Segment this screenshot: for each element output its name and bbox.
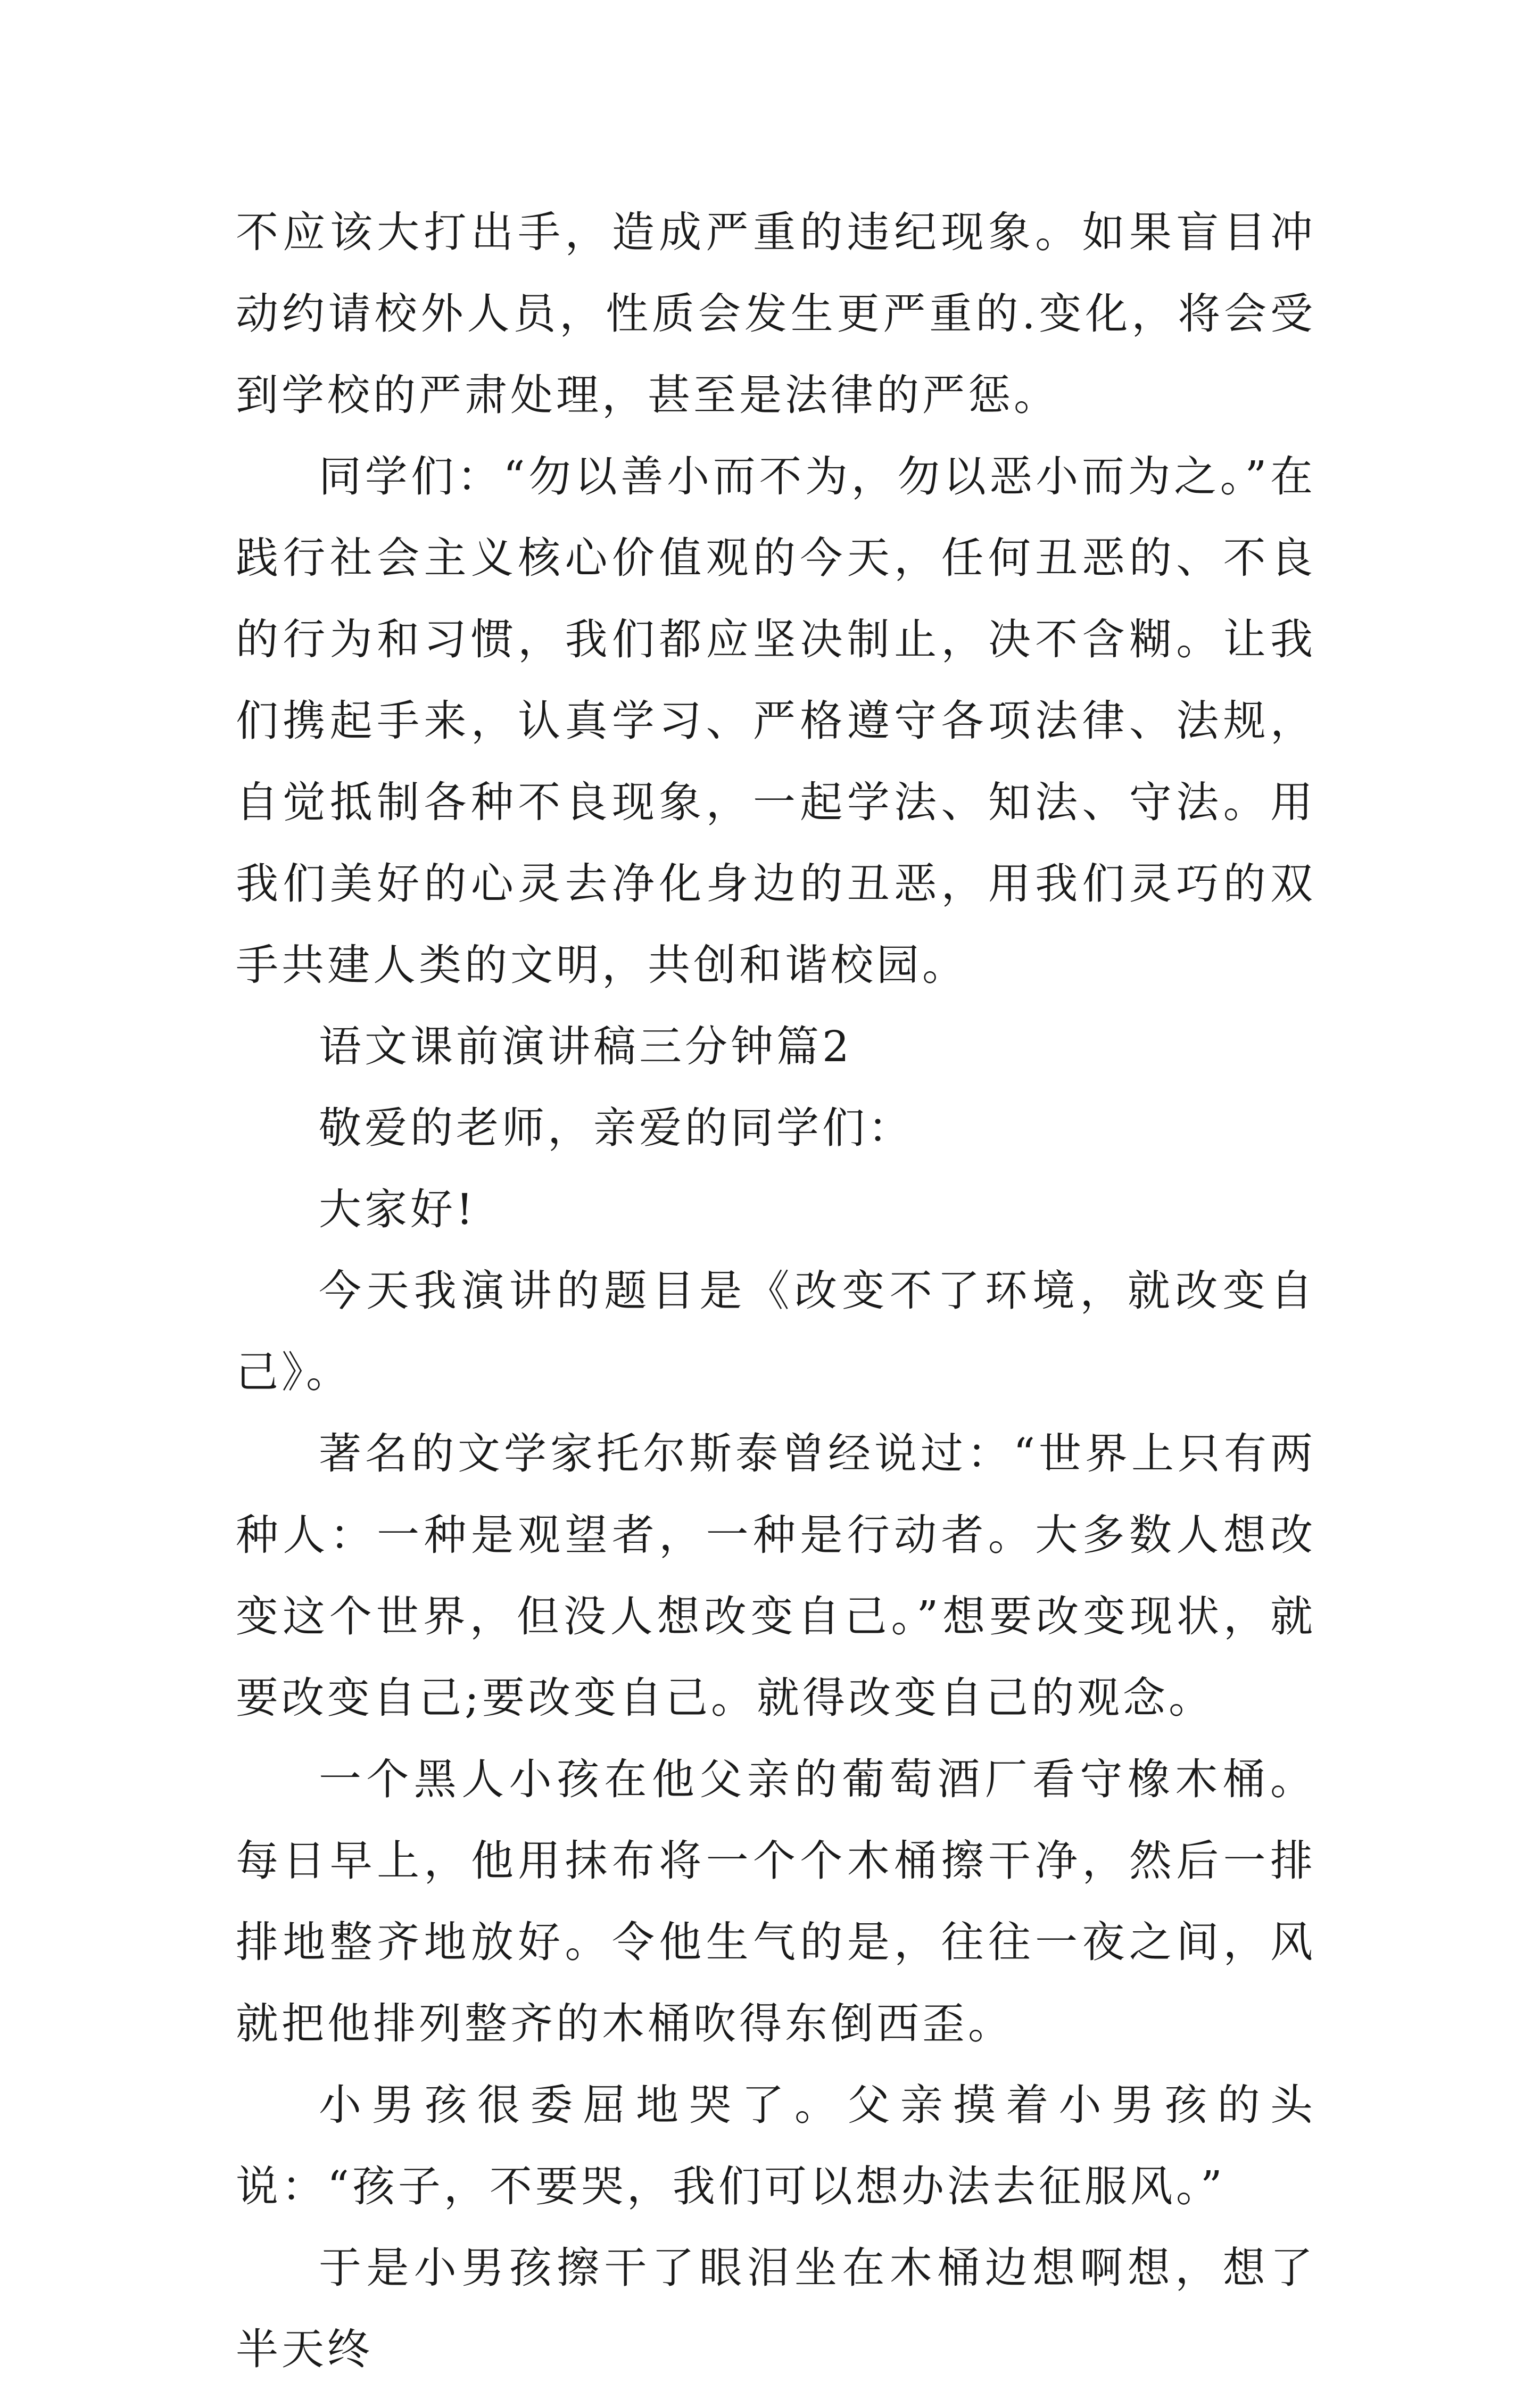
paragraph-story-1: 一个黑人小孩在他父亲的葡萄酒厂看守橡木桶。每日早上，他用抹布将一个个木桶擦干净，然后一排排地整齐地放好。令他生气的是，往往一夜之间，风就把他排列整齐的木桶吹得东倒西歪。	[236, 1755, 1316, 2048]
paragraph-story-3: 于是小男孩擦干了眼泪坐在木桶边想啊想，想了半天终	[236, 2243, 1316, 2374]
greeting: 大家好!	[319, 1185, 477, 1234]
paragraph-1: 不应该大打出手，造成严重的违纪现象。如果盲目冲动约请校外人员，性质会发生更严重的.变化，将会受到学校的严肃处理，甚至是法律的严惩。	[236, 208, 1316, 420]
paragraph-story-2: 小男孩很委屈地哭了。父亲摸着小男孩的头说：“孩子，不要哭，我们可以想办法去征服风。”	[236, 2080, 1316, 2211]
section-heading: 语文课前演讲稿三分钟篇2	[319, 1022, 852, 1071]
paragraph-quote-tolstoy: 著名的文学家托尔斯泰曾经说过：“世界上只有两种人：一种是观望者，一种是行动者。大多数人想改变这个世界，但没人想改变自己。”想要改变现状，就要改变自己;要改变自己。就得改变自己的观念。	[236, 1429, 1316, 1723]
salutation: 敬爱的老师，亲爱的同学们：	[319, 1103, 914, 1153]
speech-topic: 今天我演讲的题目是《改变不了环境，就改变自己》。	[236, 1266, 1316, 1397]
document-body	[236, 192, 1316, 2390]
paragraph-2: 同学们：“勿以善小而不为，勿以恶小而为之。”在践行社会主义核心价值观的今天，任何丑恶的、不良的行为和习惯，我们都应坚决制止，决不含糊。让我们携起手来，认真学习、严格遵守各项法律、法规，自觉抵制各种不良现象，一起学法、知法、守法。用我们美好的心灵去净化身边的丑恶，用我们灵巧的双手共建人类的文明，共创和谐校园。	[236, 452, 1316, 990]
